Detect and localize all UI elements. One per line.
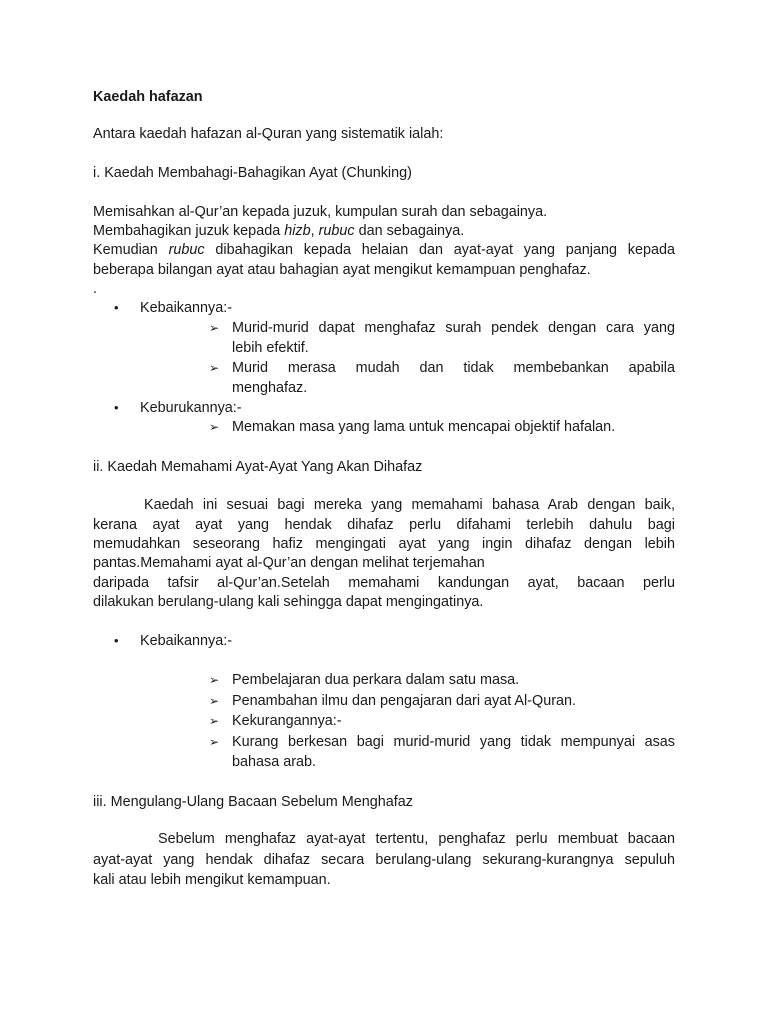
section-3-paragraph-line: ayat-ayat yang hendak dihafaz secara berulang-ulang sekurang-kurangnya sepuluh (93, 852, 675, 868)
arrow-marker: ➢ (209, 694, 220, 708)
arrow-marker: ➢ (209, 361, 220, 375)
section-1-paragraph-line: Memisahkan al-Qur’an kepada juzuk, kumpulan surah dan sebagainya. (93, 204, 548, 220)
section-2-paragraph-line: dilakukan berulang-ulang kali sehingga dapat mengingatinya. (93, 594, 484, 610)
arrow-item (209, 358, 675, 398)
section-1-paragraph-line: beberapa bilangan ayat atau bahagian ayat mengikut kemampuan penghafaz. (93, 262, 591, 278)
section-3-paragraph-line: Sebelum menghafaz ayat-ayat tertentu, penghafaz perlu membuat bacaan (158, 831, 675, 847)
text-run: dibahagikan kepada helaian dan ayat-ayat yang panjang kepada (204, 242, 675, 258)
arrow-item-text: Kurang berkesan bagi murid-murid yang tidak mempunyai asas (232, 734, 675, 750)
arrow-marker: ➢ (209, 673, 220, 687)
bullet-marker: • (114, 400, 119, 415)
arrow-item-text: Memakan masa yang lama untuk mencapai objektif hafalan. (232, 419, 616, 435)
arrow-marker: ➢ (209, 735, 220, 749)
arrow-item-text: Murid merasa mudah dan tidak membebankan apabila (232, 360, 675, 376)
document-title: Kaedah hafazan (93, 89, 203, 105)
bullet-label: Kebaikannya:- (140, 633, 233, 649)
arrow-item (209, 318, 675, 358)
italic-term: rubuc (168, 242, 205, 258)
arrow-marker: ➢ (209, 321, 220, 335)
section-3-heading: iii. Mengulang-Ulang Bacaan Sebelum Menghafaz (93, 794, 413, 810)
stray-period: . (93, 281, 97, 297)
text-run: dan sebagainya. (354, 223, 465, 239)
arrow-item (209, 691, 675, 711)
section-1-heading: i. Kaedah Membahagi-Bahagikan Ayat (Chunking) (93, 165, 412, 181)
arrow-item-text: lebih efektif. (232, 340, 309, 356)
section-2-paragraph-line: Kaedah ini sesuai bagi mereka yang memahami bahasa Arab dengan baik, (144, 497, 675, 513)
bullet-marker: • (114, 633, 119, 648)
arrow-marker: ➢ (209, 714, 220, 728)
bullet-label: Kebaikannya:- (140, 300, 233, 316)
section-2-paragraph-line: kerana ayat ayat yang hendak dihafaz perlu difahami terlebih dahulu bagi (93, 517, 675, 533)
section-3-paragraph-line: kali atau lebih mengikut kemampuan. (93, 872, 331, 888)
section-2-paragraph-line: daripada tafsir al-Qur’an.Setelah memahami kandungan ayat, bacaan perlu (93, 575, 675, 591)
bullet-label: Keburukannya:- (140, 400, 242, 416)
text-run: Kemudian (93, 242, 169, 258)
bullet-marker: • (114, 300, 119, 315)
text-run: Membahagikan juzuk kepada (93, 223, 285, 239)
arrow-marker: ➢ (209, 420, 220, 434)
arrow-item-text: Pembelajaran dua perkara dalam satu masa. (232, 672, 520, 688)
arrow-item (209, 670, 675, 690)
arrow-item (209, 417, 675, 437)
italic-term: rubuc (318, 223, 355, 239)
intro-text: Antara kaedah hafazan al-Quran yang sistematik ialah: (93, 126, 444, 142)
arrow-item (209, 732, 675, 772)
arrow-item (209, 711, 675, 731)
section-1-paragraph-line (93, 221, 675, 241)
section-2-paragraph-line: pantas.Memahami ayat al-Qur’an dengan melihat terjemahan (93, 555, 485, 571)
arrow-item-text: bahasa arab. (232, 754, 317, 770)
arrow-item-text: Kekurangannya:- (232, 713, 342, 729)
section-1-paragraph-line (93, 240, 675, 260)
arrow-item-text: Murid-murid dapat menghafaz surah pendek dengan cara yang (232, 320, 675, 336)
arrow-item-text: Penambahan ilmu dan pengajaran dari ayat Al-Quran. (232, 693, 576, 709)
text-run: , (310, 223, 319, 239)
section-2-heading: ii. Kaedah Memahami Ayat-Ayat Yang Akan Dihafaz (93, 459, 423, 475)
arrow-item-text: menghafaz. (232, 380, 308, 396)
italic-term: hizb (284, 223, 311, 239)
section-2-paragraph-line: memudahkan seseorang hafiz mengingati ayat yang ingin dihafaz dengan lebih (93, 536, 675, 552)
